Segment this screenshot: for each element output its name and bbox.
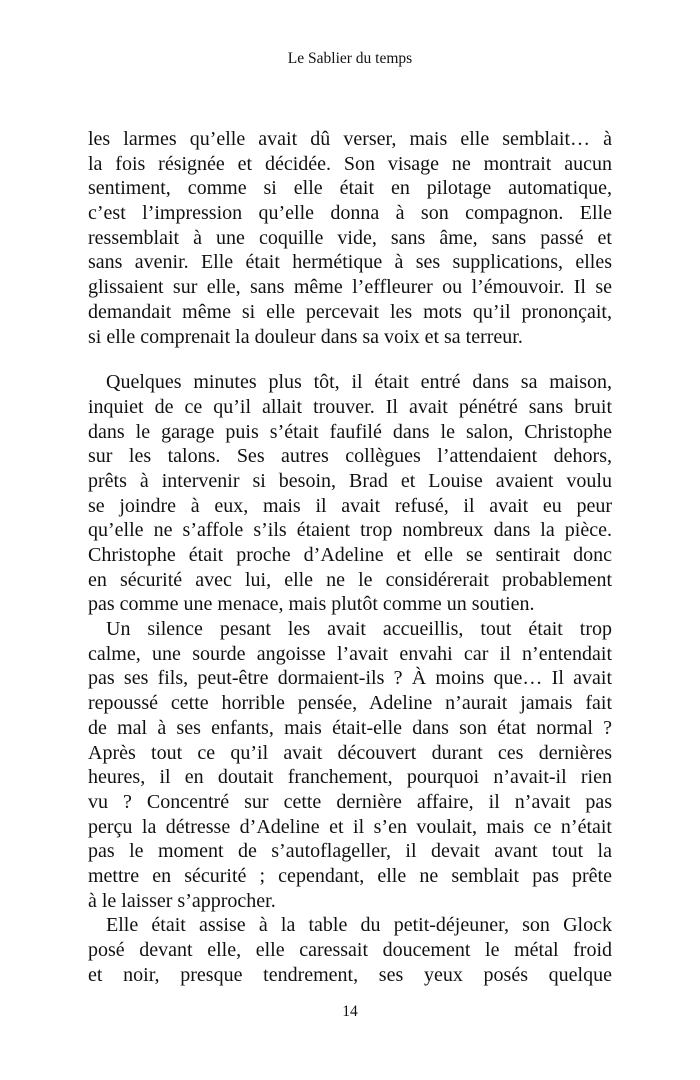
text-line: les larmes qu’elle avait dû verser, mais elle semblait… à: [88, 128, 612, 150]
page-body: [88, 127, 612, 987]
paragraph: [88, 617, 612, 913]
text-line: vu ? Concentré sur cette dernière affaire, il n’avait pas: [88, 790, 612, 813]
page-number: 14: [342, 1003, 358, 1020]
text-line: à le laisser s’approcher.: [88, 889, 276, 912]
text-line: heures, il en doutait franchement, pourquoi n’avait-il rien: [88, 766, 612, 789]
text-line: Elle était assise à la table du petit-déjeuner, son Glock: [106, 914, 612, 937]
text-line: et noir, presque tendrement, ses yeux posés quelque: [88, 963, 612, 986]
paragraph: [88, 370, 612, 617]
text-line: qu’elle ne s’affole s’ils étaient trop nombreux dans la pièce.: [88, 519, 612, 542]
text-line: glissaient sur elle, sans même l’effleurer ou l’émouvoir. Il se: [88, 276, 612, 299]
text-line: sentiment, comme si elle était en pilotage automatique,: [88, 177, 612, 200]
paragraph: [88, 127, 612, 349]
text-line: inquiet de ce qu’il allait trouver. Il avait pénétré sans bruit: [88, 395, 612, 418]
text-line: c’est l’impression qu’elle donna à son compagnon. Elle: [88, 202, 612, 225]
text-line: repoussé cette horrible pensée, Adeline n’aurait jamais fait: [88, 692, 612, 715]
text-line: Un silence pesant les avait accueillis, tout était trop: [106, 618, 612, 641]
text-line: la fois résignée et décidée. Son visage ne montrait aucun: [88, 152, 612, 175]
text-line: posé devant elle, elle caressait doucement le métal froid: [88, 939, 612, 961]
text-line: calme, une sourde angoisse l’avait envahi car il n’entendait: [88, 642, 612, 665]
text-line: de mal à ses enfants, mais était-elle dans son état normal ?: [88, 716, 612, 739]
text-line: pas comme une menace, mais plutôt comme un soutien.: [88, 593, 535, 616]
running-header: Le Sablier du temps: [287, 50, 413, 67]
text-line: ressemblait à une coquille vide, sans âme, sans passé et: [88, 226, 612, 249]
text-line: Après tout ce qu’il avait découvert durant ces dernières: [88, 741, 612, 764]
text-line: pas ses fils, peut-être dormaient-ils ? À moins que… Il avait: [88, 667, 612, 690]
text-line: Quelques minutes plus tôt, il était entré dans sa maison,: [106, 371, 612, 394]
text-line: pas le moment de s’autoflageller, il devait avant tout la: [88, 840, 612, 863]
text-line: si elle comprenait la douleur dans sa voix et sa terreur.: [88, 325, 523, 348]
text-line: sans avenir. Elle était hermétique à ses supplications, elles: [88, 251, 612, 274]
text-line: en sécurité avec lui, elle ne le considérerait probablement: [88, 568, 612, 591]
text-line: dans le garage puis s’était faufilé dans le salon, Christophe: [88, 420, 612, 443]
text-line: se joindre à eux, mais il avait refusé, il avait eu peur: [88, 494, 612, 517]
text-line: sur les talons. Ses autres collègues l’attendaient dehors,: [88, 445, 612, 468]
text-line: Christophe était proche d’Adeline et elle se sentirait donc: [88, 544, 612, 566]
text-line: demandait même si elle percevait les mots qu’il prononçait,: [88, 300, 612, 323]
text-line: mettre en sécurité ; cependant, elle ne semblait pas prête: [88, 864, 612, 887]
paragraph: [88, 913, 612, 987]
text-line: perçu la détresse d’Adeline et il s’en voulait, mais ce n’était: [88, 815, 612, 838]
text-line: prêts à intervenir si besoin, Brad et Louise avaient voulu: [88, 469, 612, 492]
